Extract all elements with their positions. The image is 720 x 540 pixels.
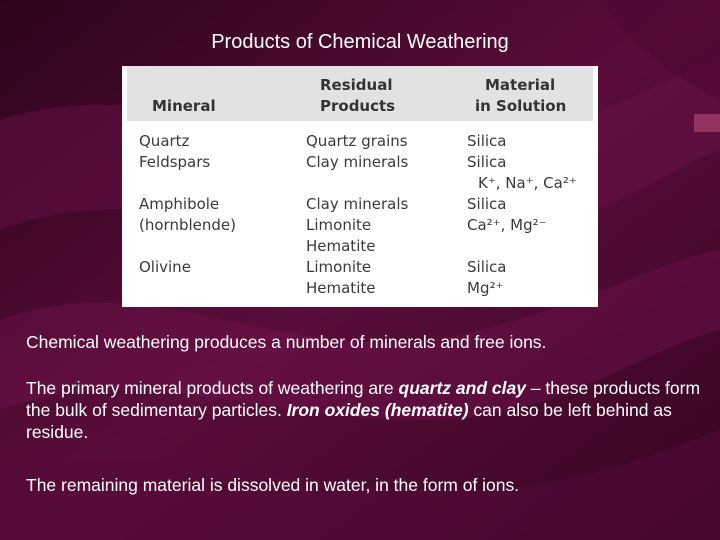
cell-mineral-hornblende: (hornblende)	[139, 216, 236, 234]
cell-mineral-quartz: Quartz	[139, 132, 190, 150]
header-material-line1: Material	[485, 76, 556, 94]
paragraph-primary-products	[26, 377, 706, 443]
slide-title: Products of Chemical Weathering	[211, 31, 509, 53]
cell-residual-feldspars: Clay minerals	[306, 153, 409, 171]
cell-mineral-olivine: Olivine	[139, 258, 191, 276]
p2-emphasis-iron-oxides: Iron oxides (hematite)	[286, 400, 469, 420]
header-material-line2: in Solution	[475, 97, 567, 115]
cell-residual-hematite-b: Hematite	[306, 279, 376, 297]
header-residual-line2: Products	[320, 97, 396, 115]
header-mineral: Mineral	[152, 97, 216, 115]
cell-solution-quartz: Silica	[467, 132, 507, 150]
cell-residual-limonite-b: Limonite	[306, 258, 372, 276]
p2-emphasis-quartz-clay: quartz and clay	[398, 378, 526, 398]
header-residual-line1: Residual	[320, 76, 393, 94]
weathering-products-table	[122, 66, 598, 307]
cell-mineral-amphibole: Amphibole	[139, 195, 220, 213]
cell-solution-mg: Mg²⁺	[467, 279, 504, 297]
paragraph-intro: Chemical weathering produces a number of minerals and free ions.	[26, 332, 547, 352]
cell-residual-limonite-a: Limonite	[306, 216, 372, 234]
p2-text-1: The primary mineral products of weathering are	[26, 378, 399, 398]
cell-solution-feldspars: Silica	[467, 153, 507, 171]
cell-mineral-feldspars: Feldspars	[139, 153, 211, 171]
cell-residual-hematite-a: Hematite	[306, 237, 376, 255]
cell-solution-olivine: Silica	[467, 258, 507, 276]
cell-residual-quartz: Quartz grains	[306, 132, 408, 150]
p2-text-2: – these products form the bulk of sedimentary particles.	[26, 378, 701, 420]
cell-solution-feldspar-ions: K⁺, Na⁺, Ca²⁺	[478, 174, 577, 192]
paragraph-dissolved: The remaining material is dissolved in water, in the form of ions.	[26, 475, 520, 495]
p2-text-3: can also be left behind as residue.	[26, 400, 672, 442]
cell-solution-ca-mg: Ca²⁺, Mg²⁻	[467, 216, 547, 234]
cell-residual-amphibole: Clay minerals	[306, 195, 409, 213]
cell-solution-amphibole: Silica	[467, 195, 507, 213]
